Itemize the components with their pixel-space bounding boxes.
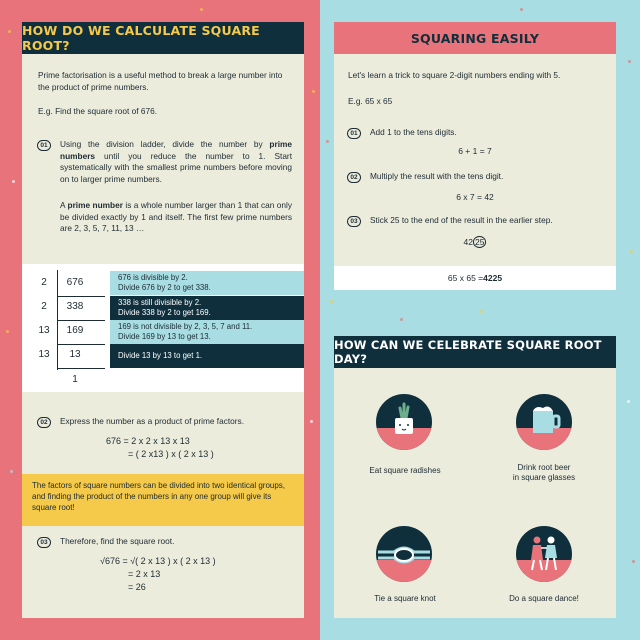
step2-text: Express the number as a product of prime factors. [60, 416, 244, 426]
ladder-value: 1 [72, 374, 78, 385]
ladder-line-2 [57, 320, 105, 321]
squaring-title: SQUARING EASILY [334, 22, 616, 54]
squaring-intro: Let's learn a trick to square 2-digit numbers ending with 5. [348, 70, 561, 80]
step3-equation-2: = 2 x 13 [128, 569, 161, 579]
ladder-value: 676 [66, 277, 84, 288]
ladder-line-4 [57, 368, 105, 369]
item-label: Do a square dance! [509, 594, 579, 603]
squaring-step3-eq: 42 25 [463, 237, 485, 247]
step3-text: Therefore, find the square root. [60, 536, 175, 546]
step-number-01: 01 [347, 128, 361, 139]
ladder-step-2: 338 is still divisible by 2. Divide 338 by 2 to get 169. [110, 296, 304, 320]
step1-text: Using the division ladder, divide the number by prime numbers until you reduce the number to 1. Start systematically with the smallest prime numbers before moving on to larger prime numbers. [60, 139, 292, 184]
circled-25: 25 [475, 237, 485, 247]
ladder-step-1: 676 is divisible by 2. Divide 676 by 2 to get 338. [110, 271, 304, 295]
step-number-02: 02 [37, 417, 51, 428]
step3-equation-3: = 26 [128, 582, 146, 592]
root-beer-mug-icon [516, 394, 572, 450]
item-label: Eat square radishes [369, 466, 441, 475]
ladder-step-4: Divide 13 by 13 to get 1. [110, 344, 304, 368]
ladder-value: 338 [66, 301, 84, 312]
item-label: Drink root beer in square glasses [512, 463, 576, 482]
ladder-divisor: 2 [41, 301, 47, 312]
intro-text: Prime factorisation is a useful method to break a large number into the product of prime numbers. [38, 70, 283, 92]
squaring-step2-eq: 6 x 7 = 42 [456, 192, 494, 202]
step-number-02: 02 [347, 172, 361, 183]
squaring-step1-text: Add 1 to the tens digits. [370, 127, 457, 137]
step-number-03: 03 [37, 537, 51, 548]
example-text: E.g. Find the square root of 676. [38, 106, 157, 116]
prime-definition: A prime number is a whole number larger than 1 that can only be divided exactly by 1 and itself. The first few prime numbers are 2, 3, 5, 7, 11, 13 … [60, 200, 292, 234]
step-number-03: 03 [347, 216, 361, 227]
ladder-divisor: 2 [41, 277, 47, 288]
squaring-result: 65 x 65 = 4225 [334, 266, 616, 290]
step2-equation-1: 676 = 2 x 2 x 13 x 13 [106, 436, 190, 446]
step2-equation-2: = ( 2 x13 ) x ( 2 x 13 ) [128, 449, 214, 459]
squaring-step3-text: Stick 25 to the end of the result in the earlier step. [370, 215, 553, 225]
ladder-divisor: 13 [38, 325, 50, 336]
celebrate-title: HOW CAN WE CELEBRATE SQUARE ROOT DAY? [334, 336, 616, 368]
ladder-line-1 [57, 296, 105, 297]
squaring-step2-text: Multiply the result with the tens digit. [370, 171, 504, 181]
ladder-divisor: 13 [38, 349, 50, 360]
right-top-panel [334, 22, 616, 290]
item-label: Tie a square knot [374, 594, 436, 603]
radish-icon [376, 394, 432, 450]
left-panel-title: HOW DO WE CALCULATE SQUARE ROOT? [22, 22, 304, 54]
square-knot-icon [376, 526, 432, 582]
step-number-01: 01 [37, 140, 51, 151]
squaring-step1-eq: 6 + 1 = 7 [458, 146, 492, 156]
ladder-step-3: 169 is not divisible by 2, 3, 5, 7 and 11. Divide 169 by 13 to get 13. [110, 320, 304, 344]
ladder-value: 13 [69, 349, 81, 360]
squaring-example: E.g. 65 x 65 [348, 96, 393, 106]
square-dance-icon [516, 526, 572, 582]
ladder-value: 169 [66, 325, 84, 336]
note-box: The factors of square numbers can be divided into two identical groups, and finding the product of the numbers in any one group will give its square root! [22, 474, 304, 526]
ladder-line-3 [57, 344, 105, 345]
step3-equation-1: √676 = √( 2 x 13 ) x ( 2 x 13 ) [100, 556, 216, 566]
